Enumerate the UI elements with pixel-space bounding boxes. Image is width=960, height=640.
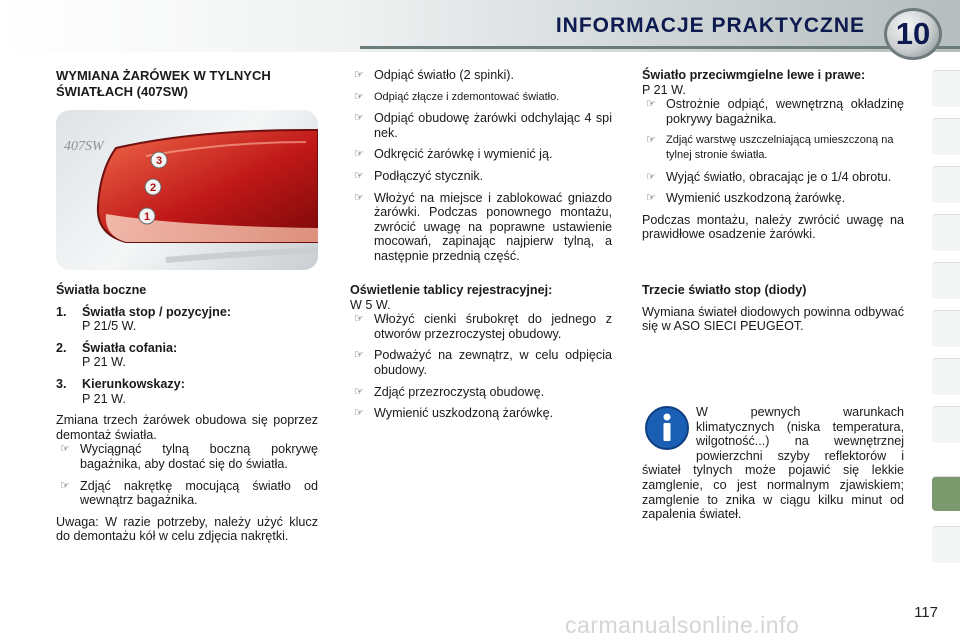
instruction-item: ☞ Podważyć na zewnątrz, w celu odpięcia obudowy.: [354, 348, 612, 377]
instruction-item: ☞ Odkręcić żarówkę i wymienić ją.: [354, 147, 553, 162]
watermark: carmanualsonline.info: [565, 612, 800, 638]
column-1: [56, 68, 318, 100]
column-1-body: [56, 283, 318, 544]
hand-pointer-icon: ☞: [354, 313, 364, 326]
chapter-tab[interactable]: [932, 262, 960, 299]
bulb-value: W 5 W.: [350, 297, 391, 312]
chapter-tab[interactable]: [932, 358, 960, 395]
hand-pointer-icon: ☞: [354, 69, 364, 81]
info-note: [642, 405, 904, 522]
column-2-body: [350, 283, 612, 421]
bulb-item: 3. Kierunkowskazy: P 21 W.: [56, 376, 185, 406]
instruction-item: ☞ Wyciągnąć tylną boczną pokrywę bagażnika, aby dostać się do światła.: [60, 442, 318, 471]
callout-label: 1: [143, 211, 151, 223]
page-header: [0, 0, 960, 52]
subheading: Trzecie światło stop (diody): [642, 283, 807, 297]
section-title: WYMIANA ŻARÓWEK W TYLNYCH ŚWIATŁACH (407SW): [56, 68, 271, 99]
info-text: W pewnych warunkach klimatycznych (niska temperatura, wilgotność...) na wewnętrznej powierzchni szyby reflektorów i świateł tylnych może pojawić się lekkie zamglenie, co jest normalnym zjawiskiem; zamglenie to znika w ciągu kilku minut od zapalenia świateł.: [642, 405, 904, 522]
chapter-tab[interactable]: [932, 310, 960, 347]
chapter-tab-active[interactable]: [932, 476, 960, 511]
instruction-item: ☞ Zdjąć przezroczystą obudowę.: [354, 384, 545, 399]
instruction-item: ☞ Ostrożnie odpiąć, wewnętrzną okładzinę pokrywy bagażnika.: [646, 97, 904, 126]
hand-pointer-icon: ☞: [354, 385, 364, 398]
chapter-tabs: [930, 70, 960, 580]
hand-pointer-icon: ☞: [60, 479, 70, 492]
subheading: Światła boczne: [56, 283, 147, 297]
page-title: INFORMACJE PRAKTYCZNE: [555, 14, 865, 37]
instruction-item: ☞ Wymienić uszkodzoną żarówkę.: [354, 406, 554, 421]
hand-pointer-icon: ☞: [354, 407, 364, 420]
hand-pointer-icon: ☞: [646, 134, 656, 147]
hand-pointer-icon: ☞: [354, 169, 364, 182]
chapter-tab[interactable]: [932, 70, 960, 107]
chapter-tab[interactable]: [932, 526, 960, 563]
taillight-photo: [56, 110, 318, 270]
hand-pointer-icon: ☞: [354, 90, 364, 103]
bulb-value: P 21 W.: [642, 82, 686, 97]
hand-pointer-icon: ☞: [646, 170, 656, 183]
column-3: [642, 68, 904, 242]
hand-pointer-icon: ☞: [646, 98, 656, 111]
instruction-item: ☞ Podłączyć stycznik.: [354, 168, 484, 183]
chapter-tab[interactable]: [932, 406, 960, 443]
hand-pointer-icon: ☞: [354, 349, 364, 362]
header-rule: [360, 46, 960, 49]
chapter-tab[interactable]: [932, 118, 960, 155]
instruction-item: ☞ Odpiąć obudowę żarówki odchylając 4 spi nek.: [354, 111, 612, 140]
chapter-tab[interactable]: [932, 166, 960, 203]
column-3-body: [642, 283, 904, 334]
subheading: Oświetlenie tablicy rejestracyjnej:: [350, 283, 553, 297]
hand-pointer-icon: ☞: [646, 192, 656, 205]
instruction-item: ☞ Odpiąć światło (2 spinki).: [354, 68, 514, 82]
instruction-item: ☞ Odpiąć złącze i zdemontować światło.: [354, 90, 560, 103]
chapter-tab[interactable]: [932, 214, 960, 251]
paragraph: Wymiana świateł diodowych powinna odbywać się w ASO SIECI PEUGEOT.: [642, 304, 904, 334]
hand-pointer-icon: ☞: [354, 148, 364, 161]
chapter-badge: 10: [884, 8, 942, 60]
hand-pointer-icon: ☞: [354, 191, 364, 204]
hand-pointer-icon: ☞: [60, 443, 70, 456]
instruction-item: ☞ Włożyć na miejsce i zablokować gniazdo żarówki. Podczas ponownego montażu, zwrócić uwagę na poprawne ustawienie mocowań, zapinając najpierw tylną, a następnie przednią część.: [354, 190, 612, 263]
paragraph: Podczas montażu, należy zwrócić uwagę na prawidłowe osadzenie żarówki.: [642, 212, 904, 242]
paragraph: Uwaga: W razie potrzeby, należy użyć klucz do demontażu kół w celu zdjęcia nakrętki.: [56, 514, 318, 544]
callout-label: 2: [149, 182, 157, 194]
page-number: 117: [914, 604, 938, 621]
instruction-item: ☞ Wyjąć światło, obracając je o 1/4 obrotu.: [646, 169, 892, 184]
paragraph: Zmiana trzech żarówek obudowa się poprzez demontaż światła.: [56, 413, 318, 442]
subheading: Światło przeciwmgielne lewe i prawe:: [642, 68, 866, 82]
bulb-item: 1. Światła stop / pozycyjne: P 21/5 W.: [56, 304, 232, 334]
instruction-item: ☞ Zdjąć warstwę uszczelniającą umieszczoną na tylnej stronie światła.: [646, 134, 894, 161]
taillight-illustration: [56, 110, 318, 270]
bulb-item: 2. Światła cofania: P 21 W.: [56, 340, 178, 370]
instruction-item: ☞ Włożyć cienki śrubokręt do jednego z otworów przezroczystej obudowy.: [354, 312, 612, 341]
callout-label: 3: [155, 155, 163, 167]
hand-pointer-icon: ☞: [354, 112, 364, 125]
column-2: [350, 68, 612, 264]
model-badge: 407SW: [64, 139, 104, 154]
instruction-item: ☞ Zdjąć nakrętkę mocującą światło od wewnątrz bagażnika.: [60, 478, 318, 508]
instruction-item: ☞ Wymienić uszkodzoną żarówkę.: [646, 191, 846, 206]
